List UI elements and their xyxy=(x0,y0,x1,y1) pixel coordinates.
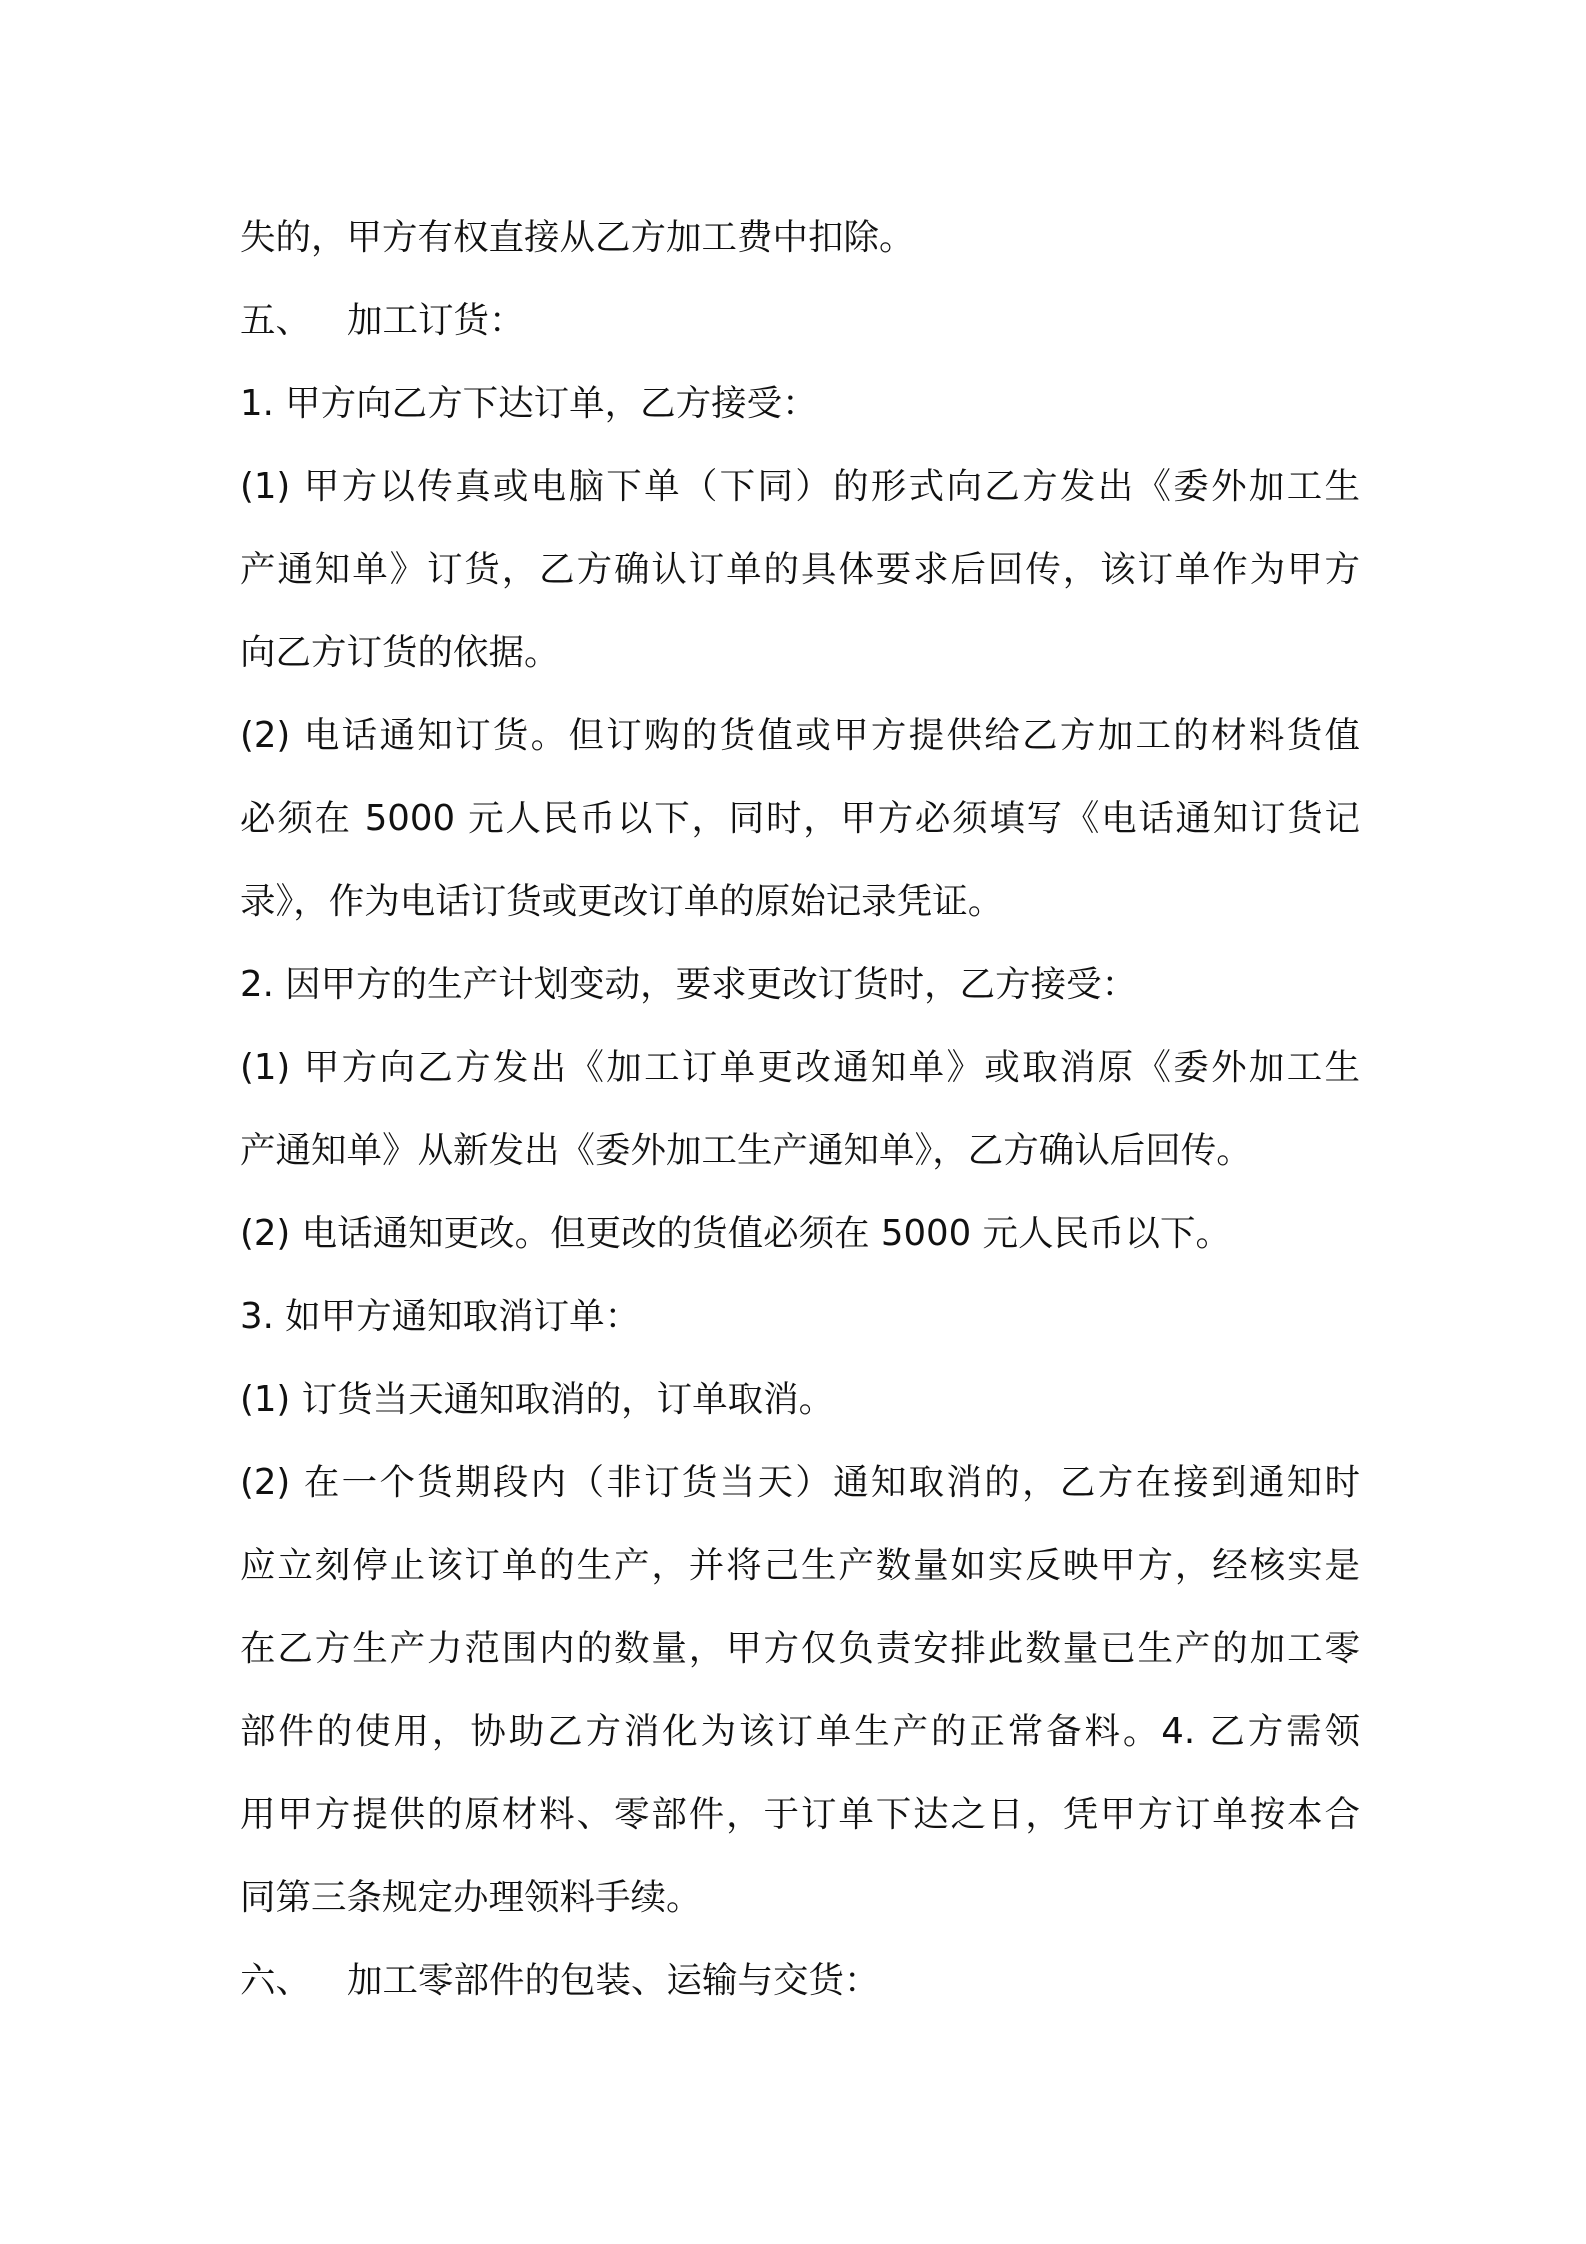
paragraph-line: 产通知单》订货，乙方确认订单的具体要求后回传，该订单作为甲方 xyxy=(240,549,1360,590)
section-title: 加工零部件的包装、运输与交货： xyxy=(347,1960,880,2001)
paragraph-line: 用甲方提供的原材料、零部件，于订单下达之日，凭甲方订单按本合 xyxy=(240,1794,1360,1835)
paragraph-line: 必须在 5000 元人民币以下，同时，甲方必须填写《电话通知订货记 xyxy=(240,798,1360,839)
paragraph-line: 同第三条规定办理领料手续。 xyxy=(240,1877,702,1918)
paragraph-line: 在乙方生产力范围内的数量，甲方仅负责安排此数量已生产的加工零 xyxy=(240,1628,1360,1669)
paragraph-line: 应立刻停止该订单的生产，并将己生产数量如实反映甲方，经核实是 xyxy=(240,1545,1360,1586)
paragraph-line: (2) 电话通知更改。但更改的货值必须在 5000 元人民币以下。 xyxy=(240,1213,1231,1254)
paragraph-line: 录》，作为电话订货或更改订单的原始记录凭证。 xyxy=(240,881,1004,922)
document-body xyxy=(240,196,1360,2022)
section-heading-five xyxy=(240,279,1360,362)
section-heading-six xyxy=(240,1939,1360,2022)
clause-heading: 1. 甲方向乙方下达订单，乙方接受： xyxy=(240,383,818,424)
clause-heading: 2. 因甲方的生产计划变动，要求更改订货时，乙方接受： xyxy=(240,964,1138,1005)
paragraph-line: 产通知单》从新发出《委外加工生产通知单》，乙方确认后回传。 xyxy=(240,1130,1252,1171)
section-number: 五、 xyxy=(240,300,312,341)
paragraph-line: 部件的使用，协助乙方消化为该订单生产的正常备料。4. 乙方需领 xyxy=(240,1711,1360,1752)
paragraph-line: (2) 在一个货期段内（非订货当天）通知取消的，乙方在接到通知时 xyxy=(240,1462,1360,1503)
paragraph-line: 失的，甲方有权直接从乙方加工费中扣除。 xyxy=(240,217,915,258)
paragraph-line: (1) 甲方以传真或电脑下单（下同）的形式向乙方发出《委外加工生 xyxy=(240,466,1360,507)
paragraph-line: 向乙方订货的依据。 xyxy=(240,632,560,673)
section-number: 六、 xyxy=(240,1960,312,2001)
clause-heading: 3. 如甲方通知取消订单： xyxy=(240,1296,641,1337)
paragraph-line: (2) 电话通知订货。但订购的货值或甲方提供给乙方加工的材料货值 xyxy=(240,715,1360,756)
paragraph-line: (1) 订货当天通知取消的，订单取消。 xyxy=(240,1379,835,1420)
section-title: 加工订货： xyxy=(347,300,525,341)
paragraph-line: (1) 甲方向乙方发出《加工订单更改通知单》或取消原《委外加工生 xyxy=(240,1047,1360,1088)
